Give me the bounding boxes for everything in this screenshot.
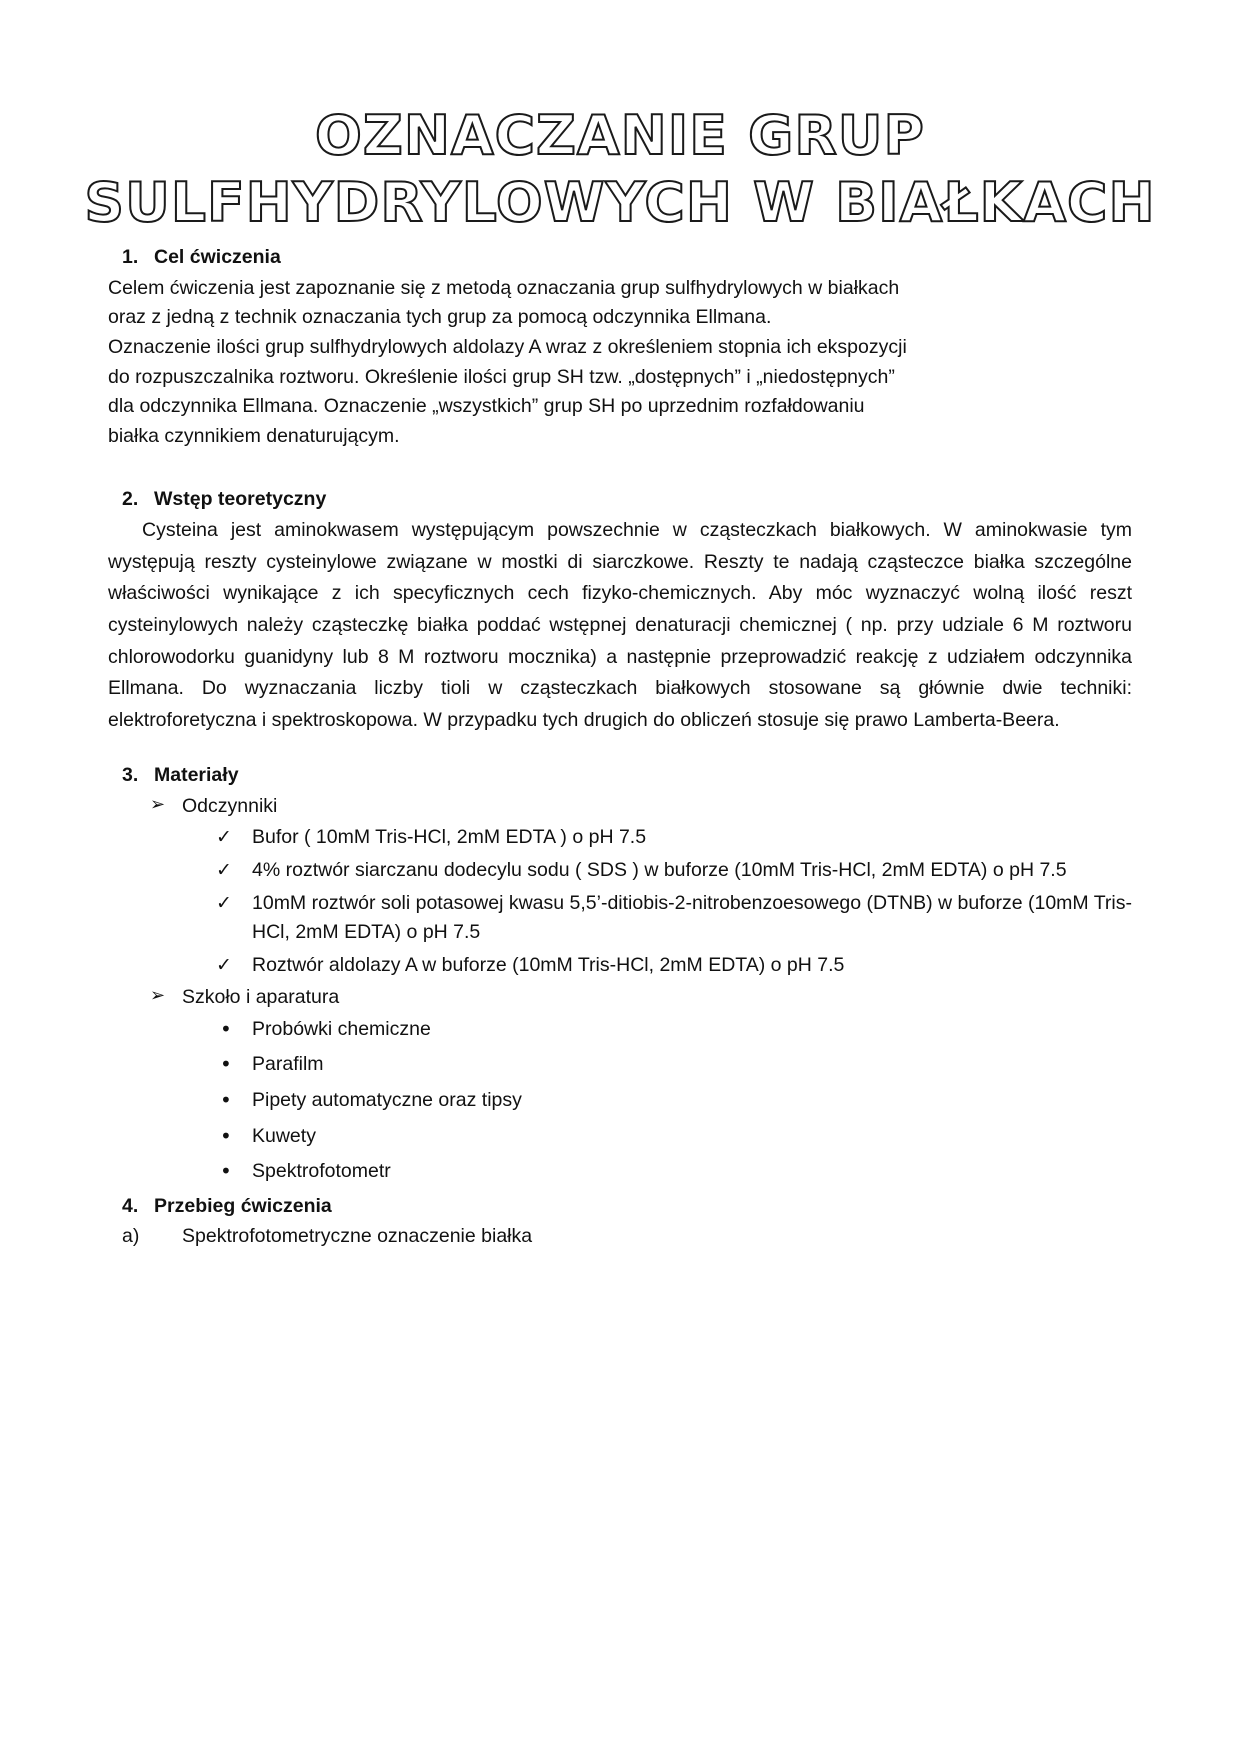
dot-bullet-icon: • — [220, 1159, 232, 1184]
section-4-number: 4. — [122, 1194, 139, 1217]
procedure-item-marker: a) — [122, 1225, 140, 1248]
section-1-line-5: dla odczynnika Ellmana. Oznaczenie „wszystkich” grup SH po uprzednim rozfałdowaniu — [108, 395, 865, 418]
reagents-sublist — [108, 823, 1132, 980]
equipment-item-label: Pipety automatyczne oraz tipsy — [252, 1088, 522, 1111]
spacer-after-section-2 — [108, 736, 1132, 762]
dot-bullet-icon: • — [220, 1052, 232, 1077]
title-line-1: OZNACZANIE GRUP — [315, 104, 925, 167]
check-bullet-icon: ✓ — [216, 891, 232, 914]
section-1-line-4: do rozpuszczalnika roztworu. Określenie ilości grup SH tzw. „dostępnych” i „niedostępnych” — [108, 365, 895, 388]
section-1-line-3: Oznaczenie ilości grup sulfhydrylowych aldolazy A wraz z określeniem stopnia ich ekspozycji — [108, 336, 907, 359]
list-item — [108, 1222, 1132, 1251]
section-1-title: Cel ćwiczenia — [154, 246, 281, 269]
section-1-heading — [108, 244, 1132, 272]
section-2-heading — [108, 486, 1132, 514]
section-1-line-1: Celem ćwiczenia jest zapoznanie się z metodą oznaczania grup sulfhydrylowych w białkach — [108, 276, 900, 299]
list-item — [108, 889, 1132, 948]
materials-group-reagents — [108, 792, 1132, 821]
equipment-item-label: Spektrofotometr — [252, 1160, 391, 1183]
section-1-line-6: białka czynnikiem denaturującym. — [108, 424, 400, 447]
document-title — [0, 0, 1240, 235]
materials-group-equipment — [108, 983, 1132, 1012]
list-item — [108, 1086, 1132, 1116]
materials-group-reagents-label: Odczynniki — [182, 795, 278, 818]
equipment-sublist — [108, 1015, 1132, 1187]
section-3-number: 3. — [122, 764, 139, 787]
check-bullet-icon: ✓ — [216, 826, 232, 849]
list-item — [108, 1015, 1132, 1045]
arrow-bullet-icon: ➢ — [150, 985, 166, 1007]
list-item — [108, 856, 1132, 886]
equipment-item-label: Kuwety — [252, 1124, 316, 1147]
reagent-item-label: Bufor ( 10mM Tris-HCl, 2mM EDTA ) o pH 7.5 — [252, 826, 647, 849]
spacer-after-section-1 — [108, 452, 1132, 486]
dot-bullet-icon: • — [220, 1016, 232, 1041]
title-line-2: SULFHYDRYLOWYCH W BIAŁKACH — [84, 171, 1156, 235]
list-item — [108, 1050, 1132, 1080]
section-2-title: Wstęp teoretyczny — [154, 487, 327, 510]
list-item — [108, 1122, 1132, 1152]
section-3-heading — [108, 762, 1132, 790]
list-item — [108, 823, 1132, 853]
materials-group-equipment-label: Szkoło i aparatura — [182, 986, 340, 1009]
list-item — [108, 951, 1132, 981]
check-bullet-icon: ✓ — [216, 953, 232, 976]
materials-list — [108, 792, 1132, 1187]
reagent-item-label: 4% roztwór siarczanu dodecylu sodu ( SDS ) w buforze (10mM Tris-HCl, 2mM EDTA) o pH 7.5 — [252, 858, 1067, 881]
document-body — [0, 230, 1240, 1252]
section-3-title: Materiały — [154, 764, 239, 787]
section-2-paragraph: Cysteina jest aminokwasem występującym powszechnie w cząsteczkach białkowych. W aminokwasie tym występują reszty cysteinylowe związane w mostki di siarczkowe. Reszty te nadają cząsteczce białka szczególne właściwości wynikające z ich specyficznych cech fizyko-chemicznych. Aby móc wyznaczyć wolną ilość reszt cysteinylowych należy cząsteczkę białka poddać wstępnej denaturacji chemicznej ( np. przy udziale 6 M roztworu chlorowodorku guanidyny lub 8 M roztworu mocznika) a następnie przeprowadzić reakcję z udziałem odczynnika Ellmana. Do wyznaczania liczby tioli w cząsteczkach białkowych stosowane są głównie dwie techniki: elektroforetyczna i spektroskopowa. W przypadku tych drugich do obliczeń stosuje się prawo Lamberta-Beera. — [108, 519, 1132, 731]
dot-bullet-icon: • — [220, 1087, 232, 1112]
reagent-item-label: 10mM roztwór soli potasowej kwasu 5,5’-ditiobis-2-nitrobenzoesowego (DTNB) w buforze (10mM Tris-HCl, 2mM EDTA) o pH 7.5 — [252, 891, 1132, 944]
equipment-item-label: Probówki chemiczne — [252, 1017, 431, 1040]
list-item — [108, 1157, 1132, 1187]
section-2-number: 2. — [122, 487, 139, 510]
dot-bullet-icon: • — [220, 1123, 232, 1148]
equipment-item-label: Parafilm — [252, 1053, 324, 1076]
section-1-number: 1. — [122, 246, 139, 269]
reagent-item-label: Roztwór aldolazy A w buforze (10mM Tris-HCl, 2mM EDTA) o pH 7.5 — [252, 953, 845, 976]
section-4-title: Przebieg ćwiczenia — [154, 1194, 332, 1217]
procedure-list — [108, 1222, 1132, 1251]
section-4-heading — [108, 1193, 1132, 1221]
arrow-bullet-icon: ➢ — [150, 794, 166, 816]
section-1-line-2: oraz z jedną z technik oznaczania tych grup za pomocą odczynnika Ellmana. — [108, 306, 772, 329]
procedure-item-label: Spektrofotometryczne oznaczenie białka — [182, 1225, 533, 1248]
check-bullet-icon: ✓ — [216, 858, 232, 881]
